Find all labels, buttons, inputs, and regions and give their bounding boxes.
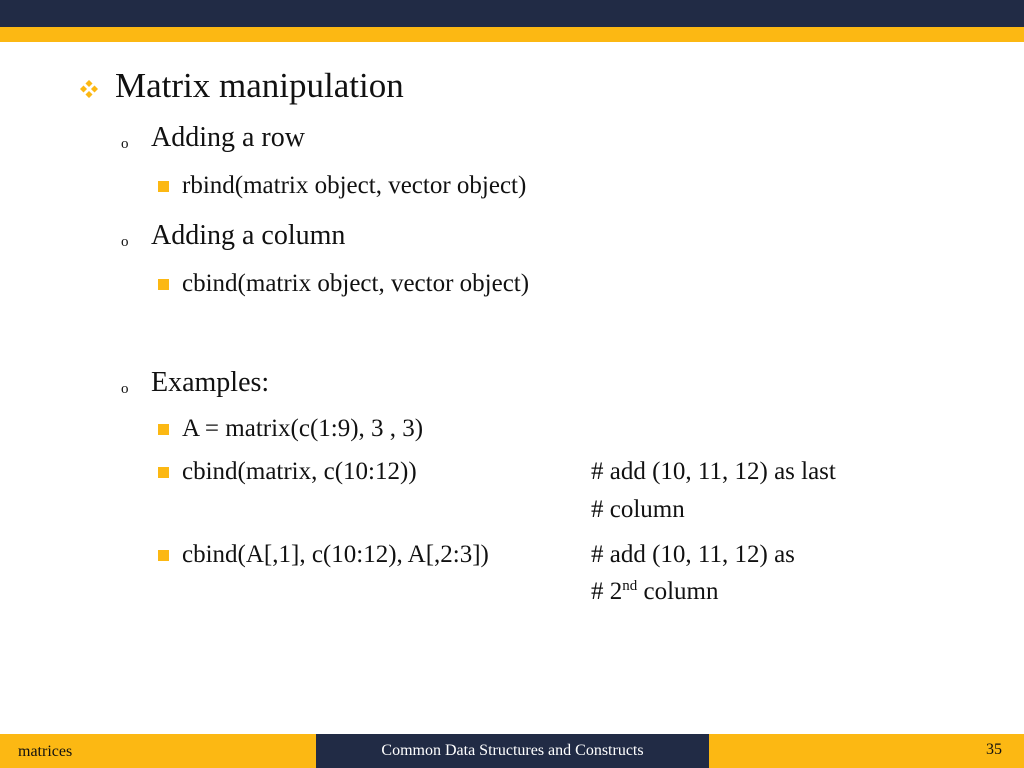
item-adding-column: Adding a column xyxy=(151,220,346,251)
square-bullet-icon xyxy=(158,467,169,478)
comment-prefix: # 2 xyxy=(591,578,623,605)
hollow-circle-bullet-icon: o xyxy=(121,136,129,152)
example-insert-comment-line2 xyxy=(591,577,719,607)
item-adding-row: Adding a row xyxy=(151,122,305,153)
rbind-syntax: rbind(matrix object, vector object) xyxy=(182,172,527,199)
cbind-syntax: cbind(matrix object, vector object) xyxy=(182,270,530,297)
examples-label: Examples: xyxy=(151,367,270,398)
example-cbind-insert-code: cbind(A[,1], c(10:12), A[,2:3]) xyxy=(182,541,489,568)
hollow-circle-bullet-icon: o xyxy=(121,234,129,250)
square-bullet-icon xyxy=(158,550,169,561)
square-bullet-icon xyxy=(158,279,169,290)
header-stripe xyxy=(0,27,1024,42)
footer-section-name: matrices xyxy=(18,743,73,760)
square-bullet-icon xyxy=(158,424,169,435)
comment-suffix: column xyxy=(637,578,719,605)
example-cbind-comment-line1: # add (10, 11, 12) as last xyxy=(591,458,836,485)
square-bullet-icon xyxy=(158,181,169,192)
example-cbind-code: cbind(matrix, c(10:12)) xyxy=(182,458,417,485)
footer-title: Common Data Structures and Constructs xyxy=(316,734,709,768)
footer-right-panel xyxy=(709,734,1024,768)
example-cbind-comment-line2: # column xyxy=(591,496,685,523)
example-matrix-code: A = matrix(c(1:9), 3 , 3) xyxy=(182,415,424,442)
ordinal-superscript: nd xyxy=(622,578,638,594)
diamond-cluster-bullet-icon xyxy=(80,80,98,98)
hollow-circle-bullet-icon: o xyxy=(121,381,129,397)
example-insert-comment-line1: # add (10, 11, 12) as xyxy=(591,541,795,568)
header-bar xyxy=(0,0,1024,27)
slide-heading: Matrix manipulation xyxy=(115,66,404,105)
slide-number: 35 xyxy=(986,741,1002,758)
